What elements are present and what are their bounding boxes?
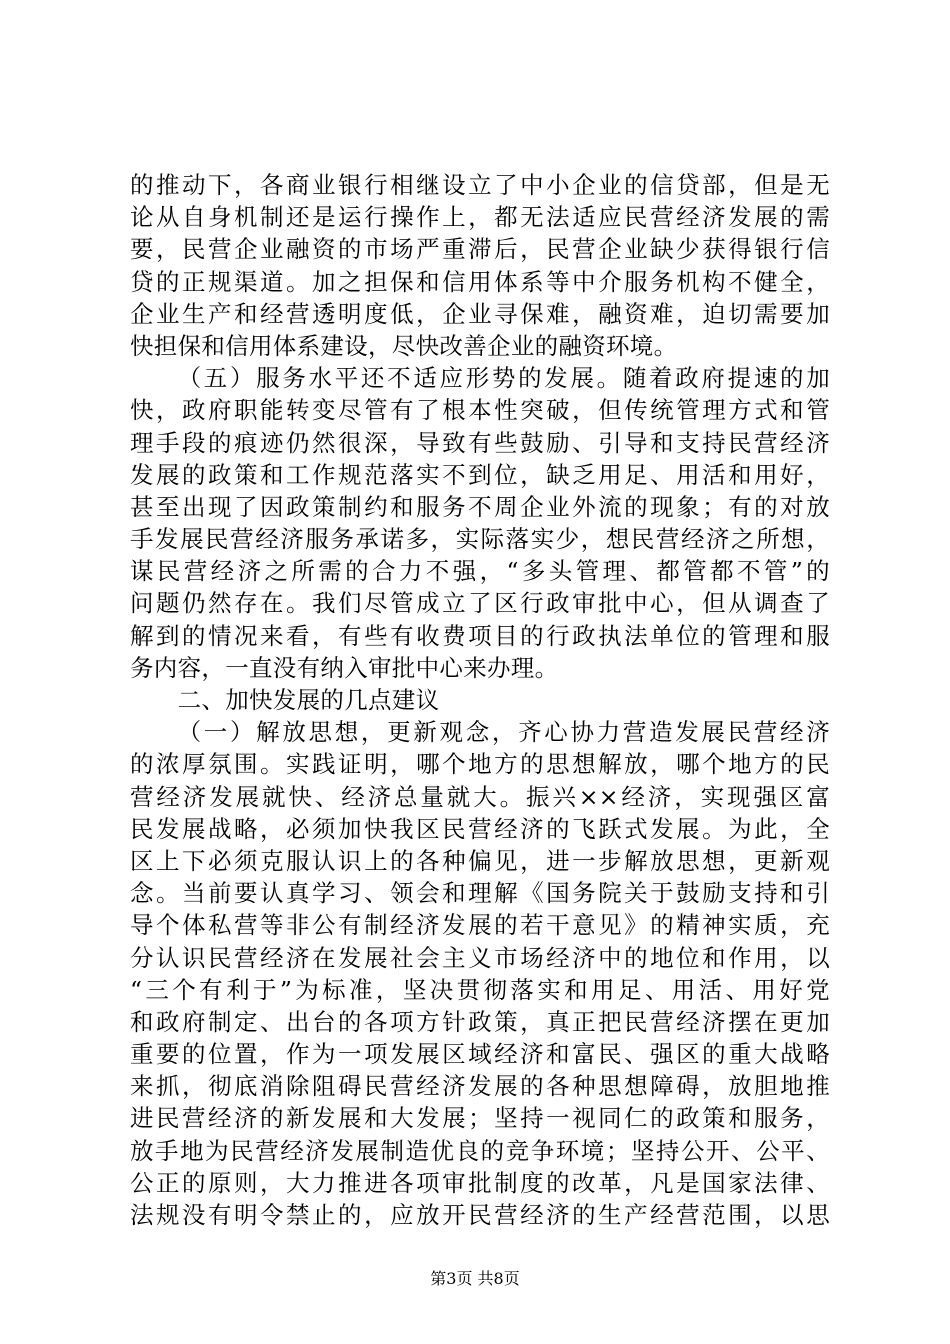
text-line: 进民营经济的新发展和大发展；坚持一视同仁的政策和服务， (130, 1104, 830, 1133)
text-line: 分认识民营经济在发展社会主义市场经济中的地位和作用，以 (130, 943, 830, 972)
text-line: 企业生产和经营透明度低，企业寻保难，融资难，迫切需要加 (130, 299, 830, 328)
text-line: 贷的正规渠道。加之担保和信用体系等中介服务机构不健全， (130, 267, 830, 296)
text-line: 来抓，彻底消除阻碍民营经济发展的各种思想障碍，放胆地推 (130, 1072, 830, 1101)
text-line: 甚至出现了因政策制约和服务不周企业外流的现象；有的对放 (130, 492, 830, 521)
text-line: 导个体私营等非公有制经济发展的若干意见》的精神实质，充 (130, 911, 830, 940)
text-line: 放手地为民营经济发展制造优良的竞争环境；坚持公开、公平、 (130, 1136, 830, 1165)
text-line: 法规没有明令禁止的，应放开民营经济的生产经营范围，以思 (130, 1201, 830, 1229)
text-line: 要，民营企业融资的市场严重滞后，民营企业缺少获得银行信 (130, 235, 830, 264)
text-line: 二、加快发展的几点建议 (177, 686, 440, 714)
text-line: 快担保和信用体系建设，尽快改善企业的融资环境。 (130, 331, 678, 360)
text-line: 营经济发展就快、经济总量就大。振兴××经济，实现强区富 (130, 782, 830, 811)
text-line: 谋民营经济之所需的合力不强，“多头管理、都管都不管”的 (130, 557, 830, 586)
text-line: 公正的原则，大力推进各项审批制度的改革，凡是国家法律、 (130, 1168, 830, 1197)
text-line: （一）解放思想，更新观念，齐心协力营造发展民营经济 (177, 718, 830, 747)
text-line: 区上下必须克服认识上的各种偏见，进一步解放思想，更新观 (130, 846, 830, 875)
text-line: 和政府制定、出台的各项方针政策，真正把民营经济摆在更加 (130, 1007, 830, 1036)
text-line: 论从自身机制还是运行操作上，都无法适应民营经济发展的需 (130, 203, 830, 232)
text-line: 民发展战略，必须加快我区民营经济的飞跃式发展。为此，全 (130, 814, 830, 843)
text-line: 解到的情况来看，有些有收费项目的行政执法单位的管理和服 (130, 621, 830, 650)
text-line: “三个有利于”为标准，坚决贯彻落实和用足、用活、用好党 (130, 975, 830, 1004)
text-line: 的推动下，各商业银行相继设立了中小企业的信贷部，但是无 (130, 171, 830, 199)
text-line: 理手段的痕迹仍然很深，导致有些鼓励、引导和支持民营经济 (130, 428, 830, 457)
text-line: 发展的政策和工作规范落实不到位，缺乏用足、用活和用好， (130, 460, 830, 489)
text-line: 快，政府职能转变尽管有了根本性突破，但传统管理方式和管 (130, 396, 830, 425)
text-line: 念。当前要认真学习、领会和理解《国务院关于鼓励支持和引 (130, 879, 830, 908)
document-body (130, 169, 830, 1231)
text-line: 重要的位置，作为一项发展区域经济和富民、强区的重大战略 (130, 1040, 830, 1069)
text-line: 的浓厚氛围。实践证明，哪个地方的思想解放，哪个地方的民 (130, 750, 830, 779)
text-line: 问题仍然存在。我们尽管成立了区行政审批中心，但从调查了 (130, 589, 830, 618)
page-footer: 第3页 共8页 (430, 1269, 520, 1288)
text-line: 手发展民营经济服务承诺多，实际落实少，想民营经济之所想， (130, 525, 830, 554)
text-line: （五）服务水平还不适应形势的发展。随着政府提速的加 (177, 364, 830, 393)
text-line: 务内容，一直没有纳入审批中心来办理。 (130, 653, 559, 682)
